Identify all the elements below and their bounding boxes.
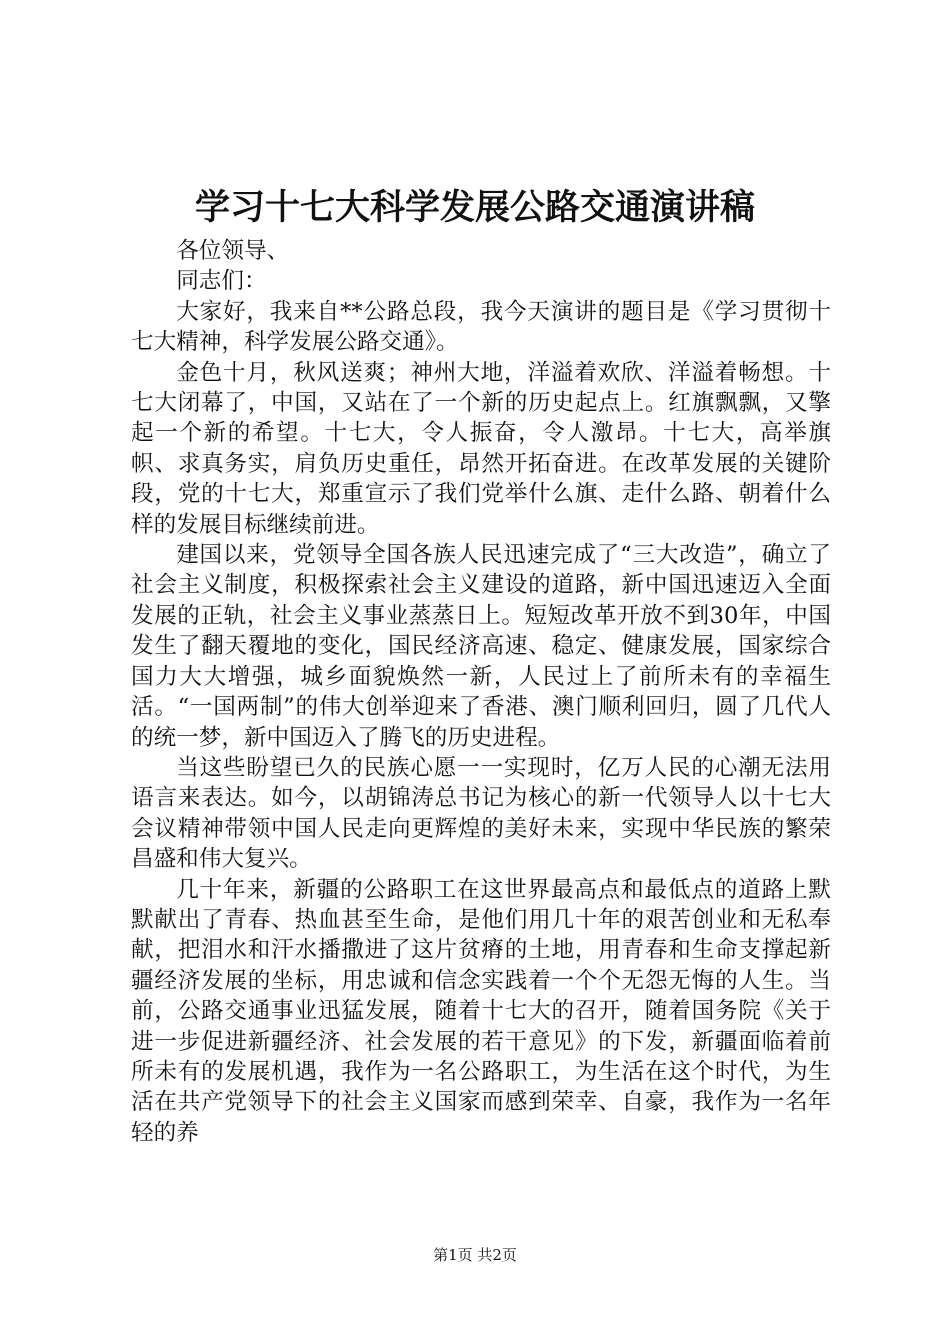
body-paragraph: 建国以来，党领导全国各族人民迅速完成了“三大改造”，确立了社会主义制度，积极探索社会主义建设的道路，新中国迅速迈入全面发展的正轨，社会主义事业蒸蒸日上。短短改革开放不到30年，中国发生了翻天覆地的变化，国民经济高速、稳定、健康发展，国家综合国力大大增强，城乡面貌焕然一新，人民过上了前所未有的幸福生活。“一国两制”的伟大创举迎来了香港、澳门顺利回归，圆了几代人的统一梦，新中国迈入了腾飞的历史进程。 [131, 542, 831, 751]
page-footer: 第1页 共2页 [433, 1246, 517, 1264]
body-paragraph: 大家好，我来自**公路总段，我今天演讲的题目是《学习贯彻十七大精神，科学发展公路交通》。 [131, 298, 831, 356]
page-title: 学习十七大科学发展公路交通演讲稿 [194, 187, 755, 228]
salutation-line: 各位领导、 [176, 238, 290, 264]
body-paragraph: 当这些盼望已久的民族心愿一一实现时，亿万人民的心潮无法用语言来表达。如今，以胡锦涛总书记为核心的新一代领导人以十七大会议精神带领中国人民走向更辉煌的美好未来，实现中华民族的繁荣昌盛和伟大复兴。 [131, 754, 831, 873]
body-paragraph: 几十年来，新疆的公路职工在这世界最高点和最低点的道路上默默献出了青春、热血甚至生命，是他们用几十年的艰苦创业和无私奉献，把泪水和汗水播撒进了这片贫瘠的土地，用青春和生命支撑起新疆经济发展的坐标，用忠诚和信念实践着一个个无怨无悔的人生。当前，公路交通事业迅猛发展，随着十七大的召开，随着国务院《关于进一步促进新疆经济、社会发展的若干意见》的下发，新疆面临着前所未有的发展机遇，我作为一名公路职工，为生活在这个时代，为生活在共产党领导下的社会主义国家而感到荣幸、自豪，我作为一名年轻的养 [131, 876, 831, 1146]
document-body [131, 236, 831, 1148]
body-paragraph: 金色十月，秋风送爽；神州大地，洋溢着欢欣、洋溢着畅想。十七大闭幕了，中国，又站在了一个新的历史起点上。红旗飘飘，又擎起一个新的希望。十七大，令人振奋，令人激昂。十七大，高举旗帜、求真务实，肩负历史重任，昂然开拓奋进。在改革发展的关键阶段，党的十七大，郑重宣示了我们党举什么旗、走什么路、朝着什么样的发展目标继续前进。 [131, 359, 831, 538]
salutation-line: 同志们： [176, 268, 267, 295]
